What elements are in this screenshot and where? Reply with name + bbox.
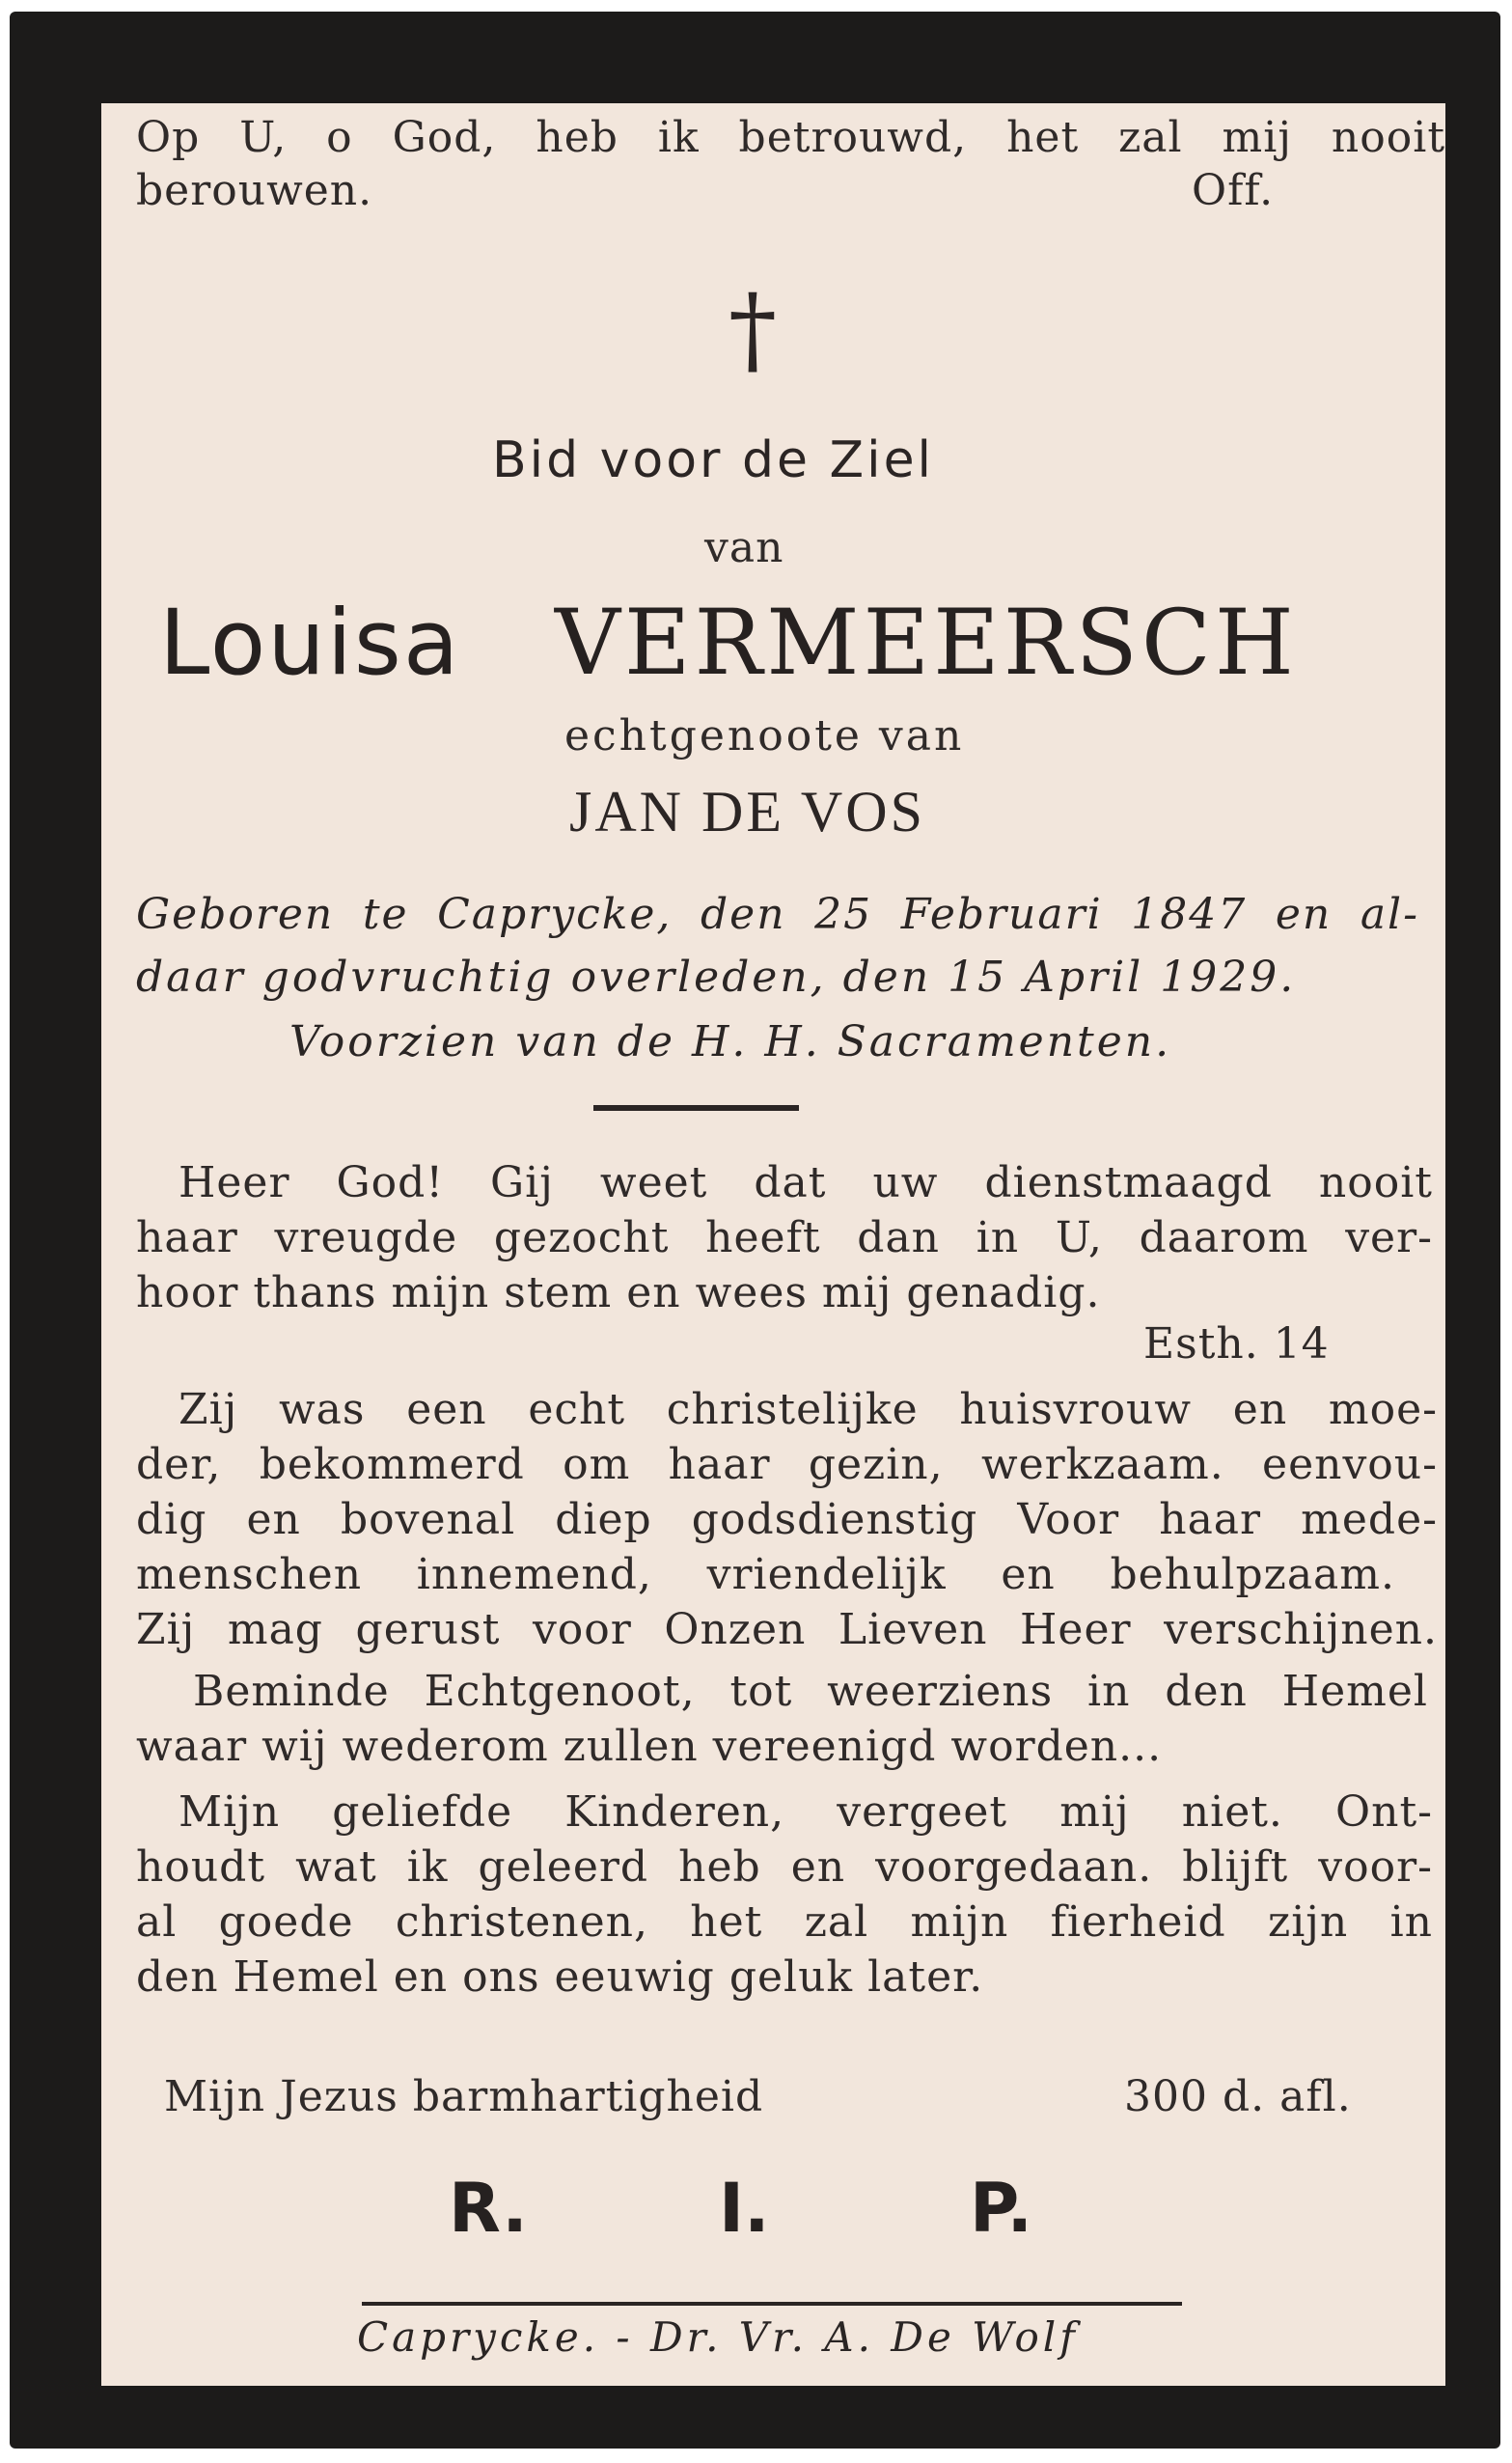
memorial-card-paper bbox=[101, 103, 1445, 2386]
paragraph1-line-2: der, bekommerd om haar gezin, werkzaam. eenvou- bbox=[136, 1440, 1438, 1489]
paragraph1-line-3: dig en bovenal diep godsdienstig Voor haar mede- bbox=[136, 1495, 1438, 1544]
spouse-label: echtgenoote van bbox=[564, 711, 965, 761]
scripture-line-1: Heer God! Gij weet dat uw dienstmaagd nooit bbox=[179, 1158, 1433, 1207]
paragraph3-line-1: Mijn geliefde Kinderen, vergeet mij niet. Ont- bbox=[179, 1787, 1433, 1837]
paragraph1-line-1: Zij was een echt christelijke huisvrouw en moe- bbox=[179, 1385, 1438, 1434]
scripture-line-3: hoor thans mijn stem en wees mij genadig. bbox=[136, 1268, 1101, 1317]
van-label: van bbox=[704, 523, 784, 572]
footer-divider bbox=[362, 2302, 1182, 2306]
indulgence-prayer: Mijn Jezus barmhartigheid bbox=[164, 2072, 764, 2121]
indulgence-days: 300 d. afl. bbox=[1124, 2072, 1352, 2121]
prayer-heading: Bid voor de Ziel bbox=[492, 431, 935, 489]
section-divider bbox=[593, 1105, 799, 1111]
rip-i: I. bbox=[719, 2169, 770, 2248]
rip-p: P. bbox=[970, 2169, 1033, 2248]
scripture-line-2: haar vreugde gezocht heeft dan in U, daarom ver- bbox=[136, 1213, 1433, 1262]
deceased-last-name: VERMEERSCH bbox=[555, 591, 1298, 696]
epigraph-line-2: berouwen. bbox=[136, 166, 373, 215]
printer-imprint: Caprycke. - Dr. Vr. A. De Wolf bbox=[357, 2313, 1079, 2361]
cross-icon: † bbox=[729, 273, 777, 386]
biography-line-3: Voorzien van de H. H. Sacramenten. bbox=[289, 1017, 1172, 1066]
spouse-name: JAN DE VOS bbox=[569, 780, 925, 844]
paragraph1-line-4: menschen innemend, vriendelijk en behulpzaam. bbox=[136, 1550, 1395, 1599]
paragraph3-line-4: den Hemel en ons eeuwig geluk later. bbox=[136, 1952, 984, 2002]
biography-line-2: daar godvruchtig overleden, den 15 April 1929. bbox=[136, 953, 1297, 1002]
paragraph2-line-2: waar wij wederom zullen vereenigd worden... bbox=[136, 1722, 1163, 1771]
deceased-first-name: Louisa bbox=[159, 591, 461, 696]
paragraph3-line-2: houdt wat ik geleerd heb en voorgedaan. blijft voor- bbox=[136, 1842, 1433, 1892]
epigraph-line-1: Op U, o God, heb ik betrouwd, het zal mij nooit bbox=[136, 113, 1445, 162]
paragraph1-line-5: Zij mag gerust voor Onzen Lieven Heer verschijnen. bbox=[136, 1605, 1438, 1654]
scripture-source: Esth. 14 bbox=[1143, 1319, 1330, 1369]
paragraph2-line-1: Beminde Echtgenoot, tot weerziens in den Hemel bbox=[193, 1667, 1428, 1716]
epigraph-source: Off. bbox=[1192, 166, 1275, 215]
mourning-card-border bbox=[10, 12, 1500, 2449]
rip-r: R. bbox=[449, 2169, 528, 2248]
paragraph3-line-3: al goede christenen, het zal mijn fierheid zijn in bbox=[136, 1897, 1433, 1947]
biography-line-1: Geboren te Caprycke, den 25 Februari 1847 en al- bbox=[136, 890, 1419, 939]
